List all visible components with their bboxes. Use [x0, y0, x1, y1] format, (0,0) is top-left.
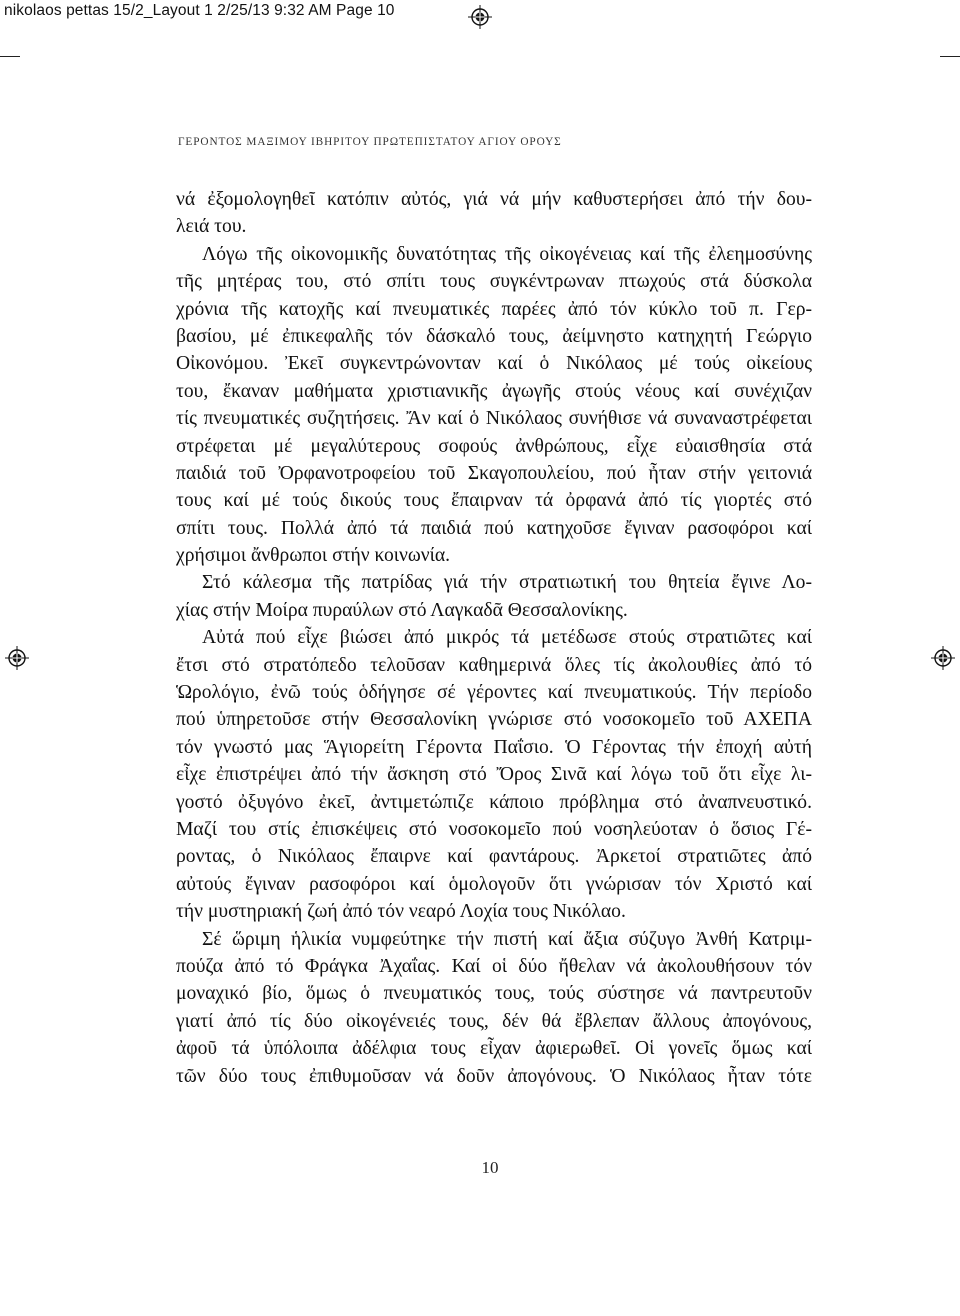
text-line: μοναχικό βίο, ὅμως ὁ πνευματικός τους, τούς σύστησε νά παντρευτοῦν [176, 983, 812, 1005]
running-header: ΓΕΡΟΝΤΟΣ ΜΑΞΙΜΟΥ ΙΒΗΡΙΤΟΥ ΠΡΩΤΕΠΙΣΤΑΤΟΥ ΑΓΙΟΥ ΟΡΟΥΣ [178, 136, 562, 148]
text-line: Αὐτά πού εἶχε βιώσει ἀπό μικρός τά μετέδωσε στούς στρατιῶτες καί [202, 627, 812, 649]
text-line: τίς πνευματικές συζητήσεις. Ἄν καί ὁ Νικόλαος συνήθισε νά συναναστρέφεται [176, 408, 812, 430]
text-line: τῶν δύο τους ἐπιθυμοῦσαν νά δοῦν ἀπογόνους. Ὁ Νικόλαος ἦταν τότε [176, 1065, 812, 1087]
text-line: τόν γνωστό μας Ἅγιορείτη Γέροντα Παΐσιο. Ὁ Γέροντας τήν ἐποχή αὐτή [176, 736, 812, 758]
text-line: εἶχε ἐπιστρέψει ἀπό τήν ἄσκηση στό Ὄρος Σινᾶ καί λόγω τοῦ ὅτι εἶχε λι- [176, 764, 812, 786]
text-line: σπίτι τους. Πολλά ἀπό τά παιδιά πού κατηχοῦσε ἔγιναν ρασοφόροι καί [176, 517, 812, 539]
text-line: στρέφεται μέ μεγαλύτερους σοφούς ἀνθρώπους, εἶχε εὐαισθησία στά [176, 435, 812, 457]
text-line: πούζα ἀπό τό Φράγκα Ἀχαΐας. Καί οἱ δύο ἤθελαν νά ἀκολουθήσουν τόν [176, 955, 812, 977]
text-line: Στό κάλεσμα τῆς πατρίδας γιά τήν στρατιωτική του θητεία ἔγινε Λο- [202, 572, 812, 594]
text-line: νά ἐξομολογηθεῖ κατόπιν αὐτός, γιά νά μήν καθυστερήσει ἀπό τήν δου- [176, 189, 812, 210]
text-line: παιδιά τοῦ Ὀρφανοτροφείου τοῦ Σκαγοπουλείου, πού ἦταν στήν γειτονιά [176, 462, 812, 484]
registration-mark-icon [5, 646, 29, 670]
text-line: ἀφοῦ τά ὑπόλοιπα ἀδέλφια τους εἶχαν ἀφιερωθεῖ. Οἱ γονεῖς ὅμως καί [176, 1038, 812, 1060]
crop-mark [940, 56, 960, 57]
text-line: χρόνια τῆς κατοχῆς καί πνευματικές παρέες ἀπό τόν κύκλο τοῦ π. Γερ- [176, 298, 812, 320]
text-line: τῆς μητέρας του, στό σπίτι τους συγκέντρωναν πτωχούς στά δύσκολα [176, 271, 812, 293]
text-line: Λόγω τῆς οἰκονομικῆς δυνατότητας τῆς οἰκογένειας καί τῆς ἐλεημοσύνης [202, 243, 812, 265]
text-line: λειά του. [176, 216, 247, 238]
text-line: Σέ ὥριμη ἡλικία νυμφεύτηκε τήν πιστή καί ἄξια σύζυγο Ἀνθή Κατριμ- [202, 928, 812, 950]
page-number: 10 [481, 1158, 499, 1177]
text-line: Οἰκονόμου. Ἐκεῖ συγκεντρώνονταν καί ὁ Νικόλαος μέ τούς οἰκείους [176, 353, 812, 375]
text-line: βασίου, μέ ἐπικεφαλῆς τόν δάσκαλό τους, ἀείμνηστο κατηχητή Γεώργιο [176, 325, 812, 347]
text-line: τήν μυστηριακή ζωή ἀπό τόν νεαρό Λοχία τους Νικόλαο. [176, 901, 626, 923]
text-line: Ὡρολόγιο, ἐνῶ τούς ὁδήγησε σέ γέροντες καί πνευματικούς. Τήν περίοδο [176, 682, 812, 704]
text-line: χρήσιμοι ἄνθρωποι στήν κοινωνία. [176, 545, 451, 567]
text-line: γιατί ἀπό τίς δύο οἰκογένειές τους, δέν θά ἔβλεπαν ἄλλους ἀπογόνους, [176, 1010, 812, 1032]
text-line: του, ἔκαναν μαθήματα χριστιανικῆς ἀγωγῆς στούς νέους καί συνέχιζαν [176, 380, 812, 402]
text-line: Μαζί του στίς ἐπισκέψεις στό νοσοκομεῖο πού νοσηλεύοταν ὁ ὅσιος Γέ- [176, 818, 812, 840]
registration-mark-icon [931, 646, 955, 670]
text-line: πού ὑπηρετοῦσε στήν Θεσσαλονίκη γνώρισε στό νοσοκομεῖο τοῦ ΑΧΕΠΑ [176, 709, 812, 731]
text-line: αὐτούς ἔγιναν ρασοφόροι καί ὁμολογοῦν ὅτι γνώρισαν τόν Χριστό καί [176, 873, 812, 895]
crop-mark [0, 56, 20, 57]
text-line: ἔτσι στό στρατόπεδο τελοῦσαν καθημερινά ὅλες τίς ἀκολουθίες ἀπό τό [176, 654, 812, 676]
text-line: ροντας, ὁ Νικόλαος ἔπαιρνε καί φαντάρους. Ἀρκετοί στρατιῶτες ἀπό [176, 846, 812, 868]
body-text [176, 186, 812, 1090]
print-slug: nikolaos pettas 15/2_Layout 1 2/25/13 9:32 AM Page 10 [4, 2, 395, 19]
text-line: γοστό ὀξυγόνο ἐκεῖ, ἀντιμετώπιζε κάποιο πρόβλημα στό ἀναπνευστικό. [176, 791, 812, 813]
text-line: χίας στήν Μοίρα πυραύλων στό Λαγκαδᾶ Θεσσαλονίκης. [176, 599, 628, 621]
text-line: τους καί μέ τούς δικούς τους ἔπαιρναν τά ὀρφανά ἀπό τίς γιορτές στό [176, 490, 812, 512]
registration-mark-icon [468, 5, 492, 29]
